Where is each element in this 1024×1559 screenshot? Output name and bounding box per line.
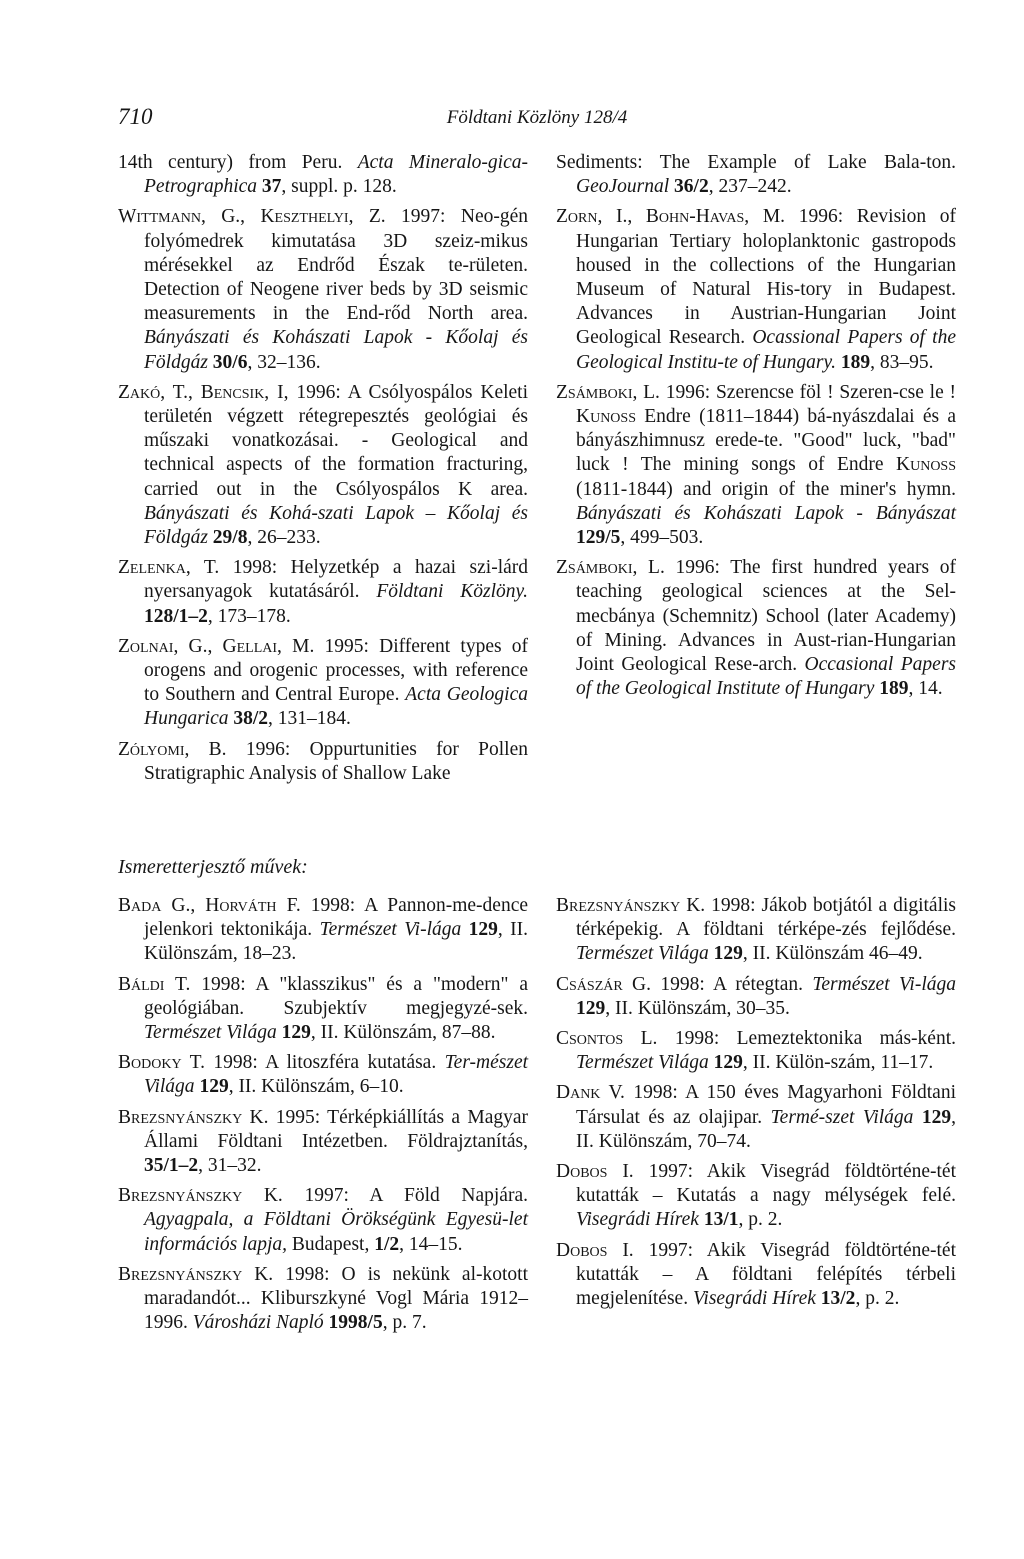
reference-peru: 14th century) from Peru. Acta Mineralo-gica-Petrographica 37, suppl. p. 128. <box>118 152 528 198</box>
reference-zolnai: Zolnai, G., Gellai, M. 1995: Different types of orogens and orogenic processes, with reference to Southern and Central Europe. Acta Geologica Hungarica 38/2, 131–184. <box>118 635 529 730</box>
page-header <box>118 104 956 134</box>
column-top-right <box>556 151 956 707</box>
reference-dobos-2: Dobos I. 1997: Akik Visegrád földtörténe-tét kutatták – A földtani felépítés térbeli megjelenítése. Visegrádi Hírek 13/2, p. 2. <box>556 1239 956 1310</box>
reference-wittmann: Wittmann, G., Keszthelyi, Z. 1997: Neo-gén folyómedrek kimutatása 3D szeiz-mikus mérésekkel az Endrőd Észak te-rületen. Detection of Neogene river beds by 3D seismic measurements in the End-rőd North area. Bányászati és Kohászati Lapok - Kőolaj és Földgáz 30/6, 32–136. <box>118 206 529 373</box>
column-top-left <box>118 151 528 792</box>
reference-zsamboki-1: Zsámboki, L. 1996: Szerencse föl ! Szeren-cse le ! Kunoss Endre (1811–1844) bá-nyászdalai és a bányászhimnusz erede-te. "Good" luck, "bad" luck ! The mining songs of Endre Kunoss (1811-1844) and origin of the miner's hymn. Bányászati és Kohászati Lapok - Bányászat 129/5, 499–503. <box>556 381 957 549</box>
reference-dank: Dank V. 1998: A 150 éves Magyarhoni Földtani Társulat és az olajipar. Termé-szet Világa 129, II. Különszám, 70–74. <box>556 1082 957 1152</box>
reference-brezsnyanszky-3: Brezsnyánszky K. 1998: O is nekünk al-kotott maradandót... Kliburszkyné Vogl Mária 1912–1996. Városházi Napló 1998/5, p. 7. <box>118 1263 528 1334</box>
journal-title: Földtani Közlöny 128/4 <box>446 107 628 128</box>
reference-dobos-1: Dobos I. 1997: Akik Visegrád földtörténe-tét kutatták – Kutatás a nagy mélységek felé. Visegrádi Hírek 13/1, p. 2. <box>556 1161 956 1231</box>
page-number: 710 <box>118 104 153 129</box>
reference-bada: Bada G., Horváth F. 1998: A Pannon-me-dence jelenkori tektonikája. Természet Vi-lága 129, II. Különszám, 18–23. <box>118 895 529 965</box>
reference-brezsnyanszky-4: Brezsnyánszky K. 1998: Jákob botjától a digitális térképekig. A földtani térképe-zés fejlődése. Természet Világa 129, II. Különszám 46–49. <box>556 895 956 965</box>
reference-bodoky: Bodoky T. 1998: A litoszféra kutatása. Ter-mészet Világa 129, II. Különszám, 6–10. <box>118 1052 529 1098</box>
section-title: Ismeretterjesztő művek: <box>118 856 308 878</box>
reference-zorn: Zorn, I., Bohn-Havas, M. 1996: Revision of Hungarian Tertiary holoplanktonic gastropods housed in the collections of the Hungarian Museum of Natural His-tory in Budapest. Advances in Austrian-Hungarian Joint Geological Research. Ocassional Papers of the Geological Institu-te of Hungary. 189, 83–95. <box>556 206 957 373</box>
reference-zsamboki-2: Zsámboki, L. 1996: The first hundred years of teaching geological sciences at the Sel-mecbánya (Schemnitz) School (later Academy) of Mining. Advances in Aust-rian-Hungarian Joint Geological Rese-arch. Occasional Papers of the Geological Institute of Hungary 189, 14. <box>556 557 957 700</box>
column-bottom-right <box>556 894 956 1317</box>
reference-brezsnyanszky-2: Brezsnyánszky K. 1997: A Föld Napjára. Agyagpala, a Földtani Örökségünk Egyesü-let információs lapja, Budapest, 1/2, 14–15. <box>118 1185 528 1255</box>
reference-zolyomi: Zólyomi, B. 1996: Oppurtunities for Pollen Stratigraphic Analysis of Shallow Lake <box>118 738 529 784</box>
reference-zako: Zakó, T., Bencsik, I, 1996: A Csólyospálos Keleti területén végzett rétegrepesztés geológiai és műszaki vonatkozásai. - Geological and technical aspects of the formation fracturing, carried out in the Csólyospálos K area. Bányászati és Kohá-szati Lapok – Kőolaj és Földgáz 29/8, 26–233. <box>118 381 529 549</box>
reference-csontos: Csontos L. 1998: Lemeztektonika más-ként. Természet Világa 129, II. Külön-szám, 11–17. <box>556 1028 956 1074</box>
reference-csaszar: Császár G. 1998: A rétegtan. Természet Vi-lága 129, II. Különszám, 30–35. <box>556 973 956 1019</box>
reference-baldi: Báldi T. 1998: A "klasszikus" és a "modern" a geológiában. Szubjektív megjegyzé-sek. Természet Világa 129, II. Különszám, 87–88. <box>118 973 528 1044</box>
reference-sediments: Sediments: The Example of Lake Bala-ton. GeoJournal 36/2, 237–242. <box>556 152 956 198</box>
column-bottom-left <box>118 894 528 1341</box>
reference-brezsnyanszky-1: Brezsnyánszky K. 1995: Térképkiállítás a Magyar Állami Földtani Intézetben. Földrajztanítás, 35/1–2, 31–32. <box>118 1106 528 1177</box>
reference-zelenka: Zelenka, T. 1998: Helyzetkép a hazai szi-lárd nyersanyagok kutatásáról. Földtani Közlöny. 128/1–2, 173–178. <box>118 557 529 627</box>
